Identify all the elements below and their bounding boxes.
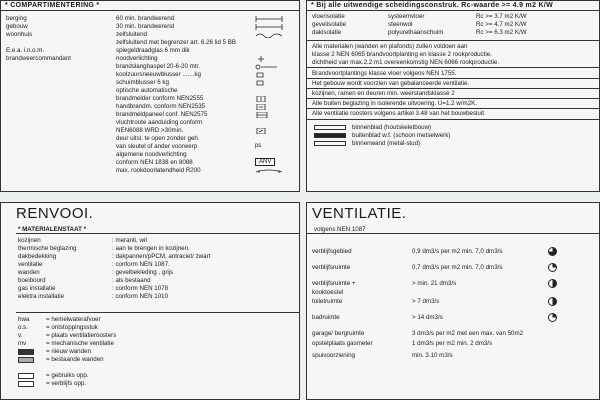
requirement-note: Het gebouw wordt voorzien van gebalanceerde ventilatie. [312, 80, 470, 87]
ventilation-space: kooktoestel [312, 289, 344, 296]
insulation-rc-value: Rc >= 3.7 m2 K/W [476, 13, 527, 20]
ventilation-space: verblijfsgebied [312, 248, 352, 255]
wall-type-label: binnenblad (houtskeletbouw) [352, 124, 432, 131]
legend-desc: = verblijfs opp. [46, 380, 87, 387]
material-name: kozijnen [18, 237, 41, 244]
compartimentering-item: optische automatische [116, 87, 178, 94]
compartimentering-item: 60 min. brandwerend [116, 15, 175, 22]
wall-type-label: binnenwand (metal-stud) [352, 140, 421, 147]
foam-extinguisher-icon [255, 80, 283, 86]
material-spec: : conform NEN 1010 [112, 293, 169, 300]
compartimentering-label: woonhuis [6, 31, 33, 38]
ventilation-space: garage/ bergruimte [312, 330, 365, 337]
insulation-material: steenwol [388, 21, 413, 28]
compartimentering-item: NEN6088 WRD >30min. [116, 127, 184, 134]
legend-abbr: o.s. [18, 324, 28, 331]
legend-abbr: hwa [18, 316, 30, 323]
wall-type-label: buitenblad w.f. (schoon metselwerk) [352, 132, 451, 139]
ventilation-requirement: 0,9 dm3/s per m2 min. 7,0 dm3/s [412, 248, 503, 255]
material-spec: : gevelbekleding , grijs [112, 269, 174, 276]
insulation-material: systeemvloer [388, 13, 425, 20]
requirement-note: Alle buiten beglazing in isolerende uitvoering. U=1.2 w/m2K. [312, 100, 477, 107]
co2-extinguisher-icon [255, 72, 283, 78]
legend-swatch [18, 349, 34, 355]
compartimentering-item: koolzuursneeuwblusser .......kg [116, 71, 201, 78]
compartimentering-item: van sleutel of ander voorwerp [116, 143, 198, 150]
anv-label: ANV [255, 158, 275, 166]
manual-call-point-icon [255, 104, 283, 110]
legend-desc: = plaats ventilatieroosters [46, 332, 117, 339]
wall-type-swatch [314, 133, 346, 138]
compartimentering-item: noodverlichting [116, 55, 158, 62]
requirement-note: kozijnen, ramen en deuren min. weerstandsklasse 2 [312, 90, 455, 97]
material-spec: : als bestaand [112, 277, 151, 284]
fire-door-30-icon [255, 24, 283, 30]
ventilation-requirement: > 14 dm3/s [412, 314, 443, 321]
compartimentering-item: zelfsluitend [116, 31, 147, 38]
compartimentering-item: brandslanghaspel 20-6-20 mtr. [116, 63, 200, 70]
escape-route-icon [255, 128, 283, 134]
compartimentering-label: gebouw [6, 23, 28, 30]
material-spec: : dakpannen/pPCM, antraciet/ zwart [112, 253, 211, 260]
ventilation-requirement: 3 dm3/s per m2 met een max. van 50m2 [412, 330, 524, 337]
legend-desc: = hemelwaterafvoer [46, 316, 101, 323]
requirement-note: Alle ventilatie roosters volgens artikel 3.48 van het bouwbesluit. [312, 110, 486, 117]
requirement-note: klasse 2 NEN 6065 brandvoortplanting en klasse 2 rookproductie. [312, 51, 492, 58]
compartimentering-label: brandweercommandant [6, 55, 72, 62]
legend-abbr: v. [18, 332, 23, 339]
fire-panel-icon [255, 112, 283, 118]
legend-desc: = bestaande wanden [46, 356, 104, 363]
ventilatie-title: VENTILATIE. [312, 205, 407, 222]
insulation-material: polyurethaanschuim [388, 29, 444, 36]
ventilation-space: opstelplaats gasmeter [312, 340, 373, 347]
emergency-light-icon [255, 56, 283, 62]
compartimentering-item: handbrandm. conform NEN2535 [116, 103, 206, 110]
compartimentering-label: E.e.a. i.n.o.m. [6, 47, 45, 54]
material-name: dakbedekking [18, 253, 57, 260]
ventilation-requirement: 1 dm3/s per m2 min. 2 dm3/s [412, 340, 493, 347]
compartimentering-item: algemene noodverlichting [116, 151, 187, 158]
material-name: thermische beglazing [18, 245, 77, 252]
insulation-element: dakisolatie [312, 29, 342, 36]
hose-reel-icon [255, 64, 283, 70]
legend-desc: = mechanische ventilatie [46, 340, 114, 347]
legend-swatch [18, 373, 34, 379]
ventilation-indicator-icon [548, 297, 557, 306]
self-closing-icon [255, 32, 283, 38]
smoke-seal-icon [255, 168, 283, 174]
ventilation-requirement: 0,7 dm3/s per m2 min. 7,0 dm3/s [412, 264, 503, 271]
ventilatie-subheader: volgens NEN 1087 [314, 226, 366, 233]
legend-abbr: mv [18, 340, 27, 347]
compartimentering-item: max. rookdoorlatendheid R200 [116, 167, 201, 174]
insulation-rc-value: Rc >= 6.3 m2 K/W [476, 29, 527, 36]
material-spec: : conform NEN 1087. [112, 261, 170, 268]
ventilation-indicator-icon [548, 263, 557, 272]
ventilation-space: badruimte [312, 314, 340, 321]
material-spec: : aan te brengen in kozijnen. [112, 245, 190, 252]
compartimentering-item: vluchtroute aanduiding conform [116, 119, 203, 126]
legend-desc: = ontstoppingsstuk [46, 324, 98, 331]
compartimentering-item: brandmeldpaneel conf. NEN2575 [116, 111, 208, 118]
material-name: boeiboord [18, 277, 46, 284]
ventilation-requirement: min. 3.10 m3/s [412, 352, 453, 359]
requirement-note: Brandvoortplantings klasse vloer volgens NEN 1755. [312, 70, 457, 77]
ventilation-requirement: > min. 21 dm3/s [412, 280, 457, 287]
ventilation-indicator-icon [548, 279, 557, 288]
requirement-note: Alle materialen (wanden en plafonds) zullen voldoen aan [312, 43, 468, 50]
compartimentering-header: * COMPARTIMENTERING * [1, 1, 299, 11]
requirement-note: dichtheid van max.2.2 m1 overeenkomstig NEN 6066 rookproductie. [312, 59, 500, 66]
legend-desc: = nieuw wanden [46, 348, 91, 355]
compartimentering-item: brandmelder conform NEN2555 [116, 95, 204, 102]
material-name: gas installatie [18, 285, 56, 292]
ventilation-space: verblijfsruimte + [312, 280, 356, 287]
legend-desc: = gebruiks opp. [46, 372, 89, 379]
legend-swatch [18, 381, 34, 387]
ventilation-space: toiletruimte [312, 298, 343, 305]
ps-label: ps [255, 143, 262, 149]
insulation-element: gevelisolatie [312, 21, 347, 28]
ventilation-space: verblijfsruimte [312, 264, 351, 271]
compartimentering-item: deur uitsl. te open zonder geh. [116, 135, 200, 142]
ventilation-indicator-icon [548, 313, 557, 322]
material-name: elektra installatie [18, 293, 65, 300]
ventilation-requirement: > 7 dm3/s [412, 298, 440, 305]
insulation-rc-value: Rc >= 4.7 m2 K/W [476, 21, 527, 28]
compartimentering-item: 30 min. brandwerend [116, 23, 175, 30]
ventilation-space: spuivoorziening [312, 352, 355, 359]
ventilation-indicator-icon [548, 247, 557, 256]
renvooi-title: RENVOOI. [16, 205, 94, 222]
fire-door-60-icon [255, 16, 283, 22]
insulation-element: vloerisolatie [312, 13, 345, 20]
material-name: wanden [18, 269, 40, 276]
material-spec: : meranti, wit [112, 237, 148, 244]
materialenstaat-header: * MATERIALENSTAAT * [18, 226, 87, 233]
smoke-detector-icon [255, 96, 283, 102]
material-spec: : conform NEN 1078 [112, 285, 169, 292]
material-name: ventilatie [18, 261, 43, 268]
legend-swatch [18, 357, 34, 363]
wall-type-swatch [314, 141, 346, 146]
insulation-header: * Bij alle uitwendige scheidingsconstruk. Rc-waarde >= 4.9 m2 K/W [307, 1, 599, 11]
compartimentering-item: schuimblusser 6 kg [116, 79, 169, 86]
compartimentering-item: conform NEN 1838 en 8088 [116, 159, 193, 166]
compartimentering-item: spiegeldraadglas 6 mm dik [116, 47, 190, 54]
compartimentering-item: zelfsluitend met begrenzer art. 6.26 lid 5 BB [116, 39, 237, 46]
wall-type-swatch [314, 125, 346, 130]
compartimentering-label: berging [6, 15, 27, 22]
